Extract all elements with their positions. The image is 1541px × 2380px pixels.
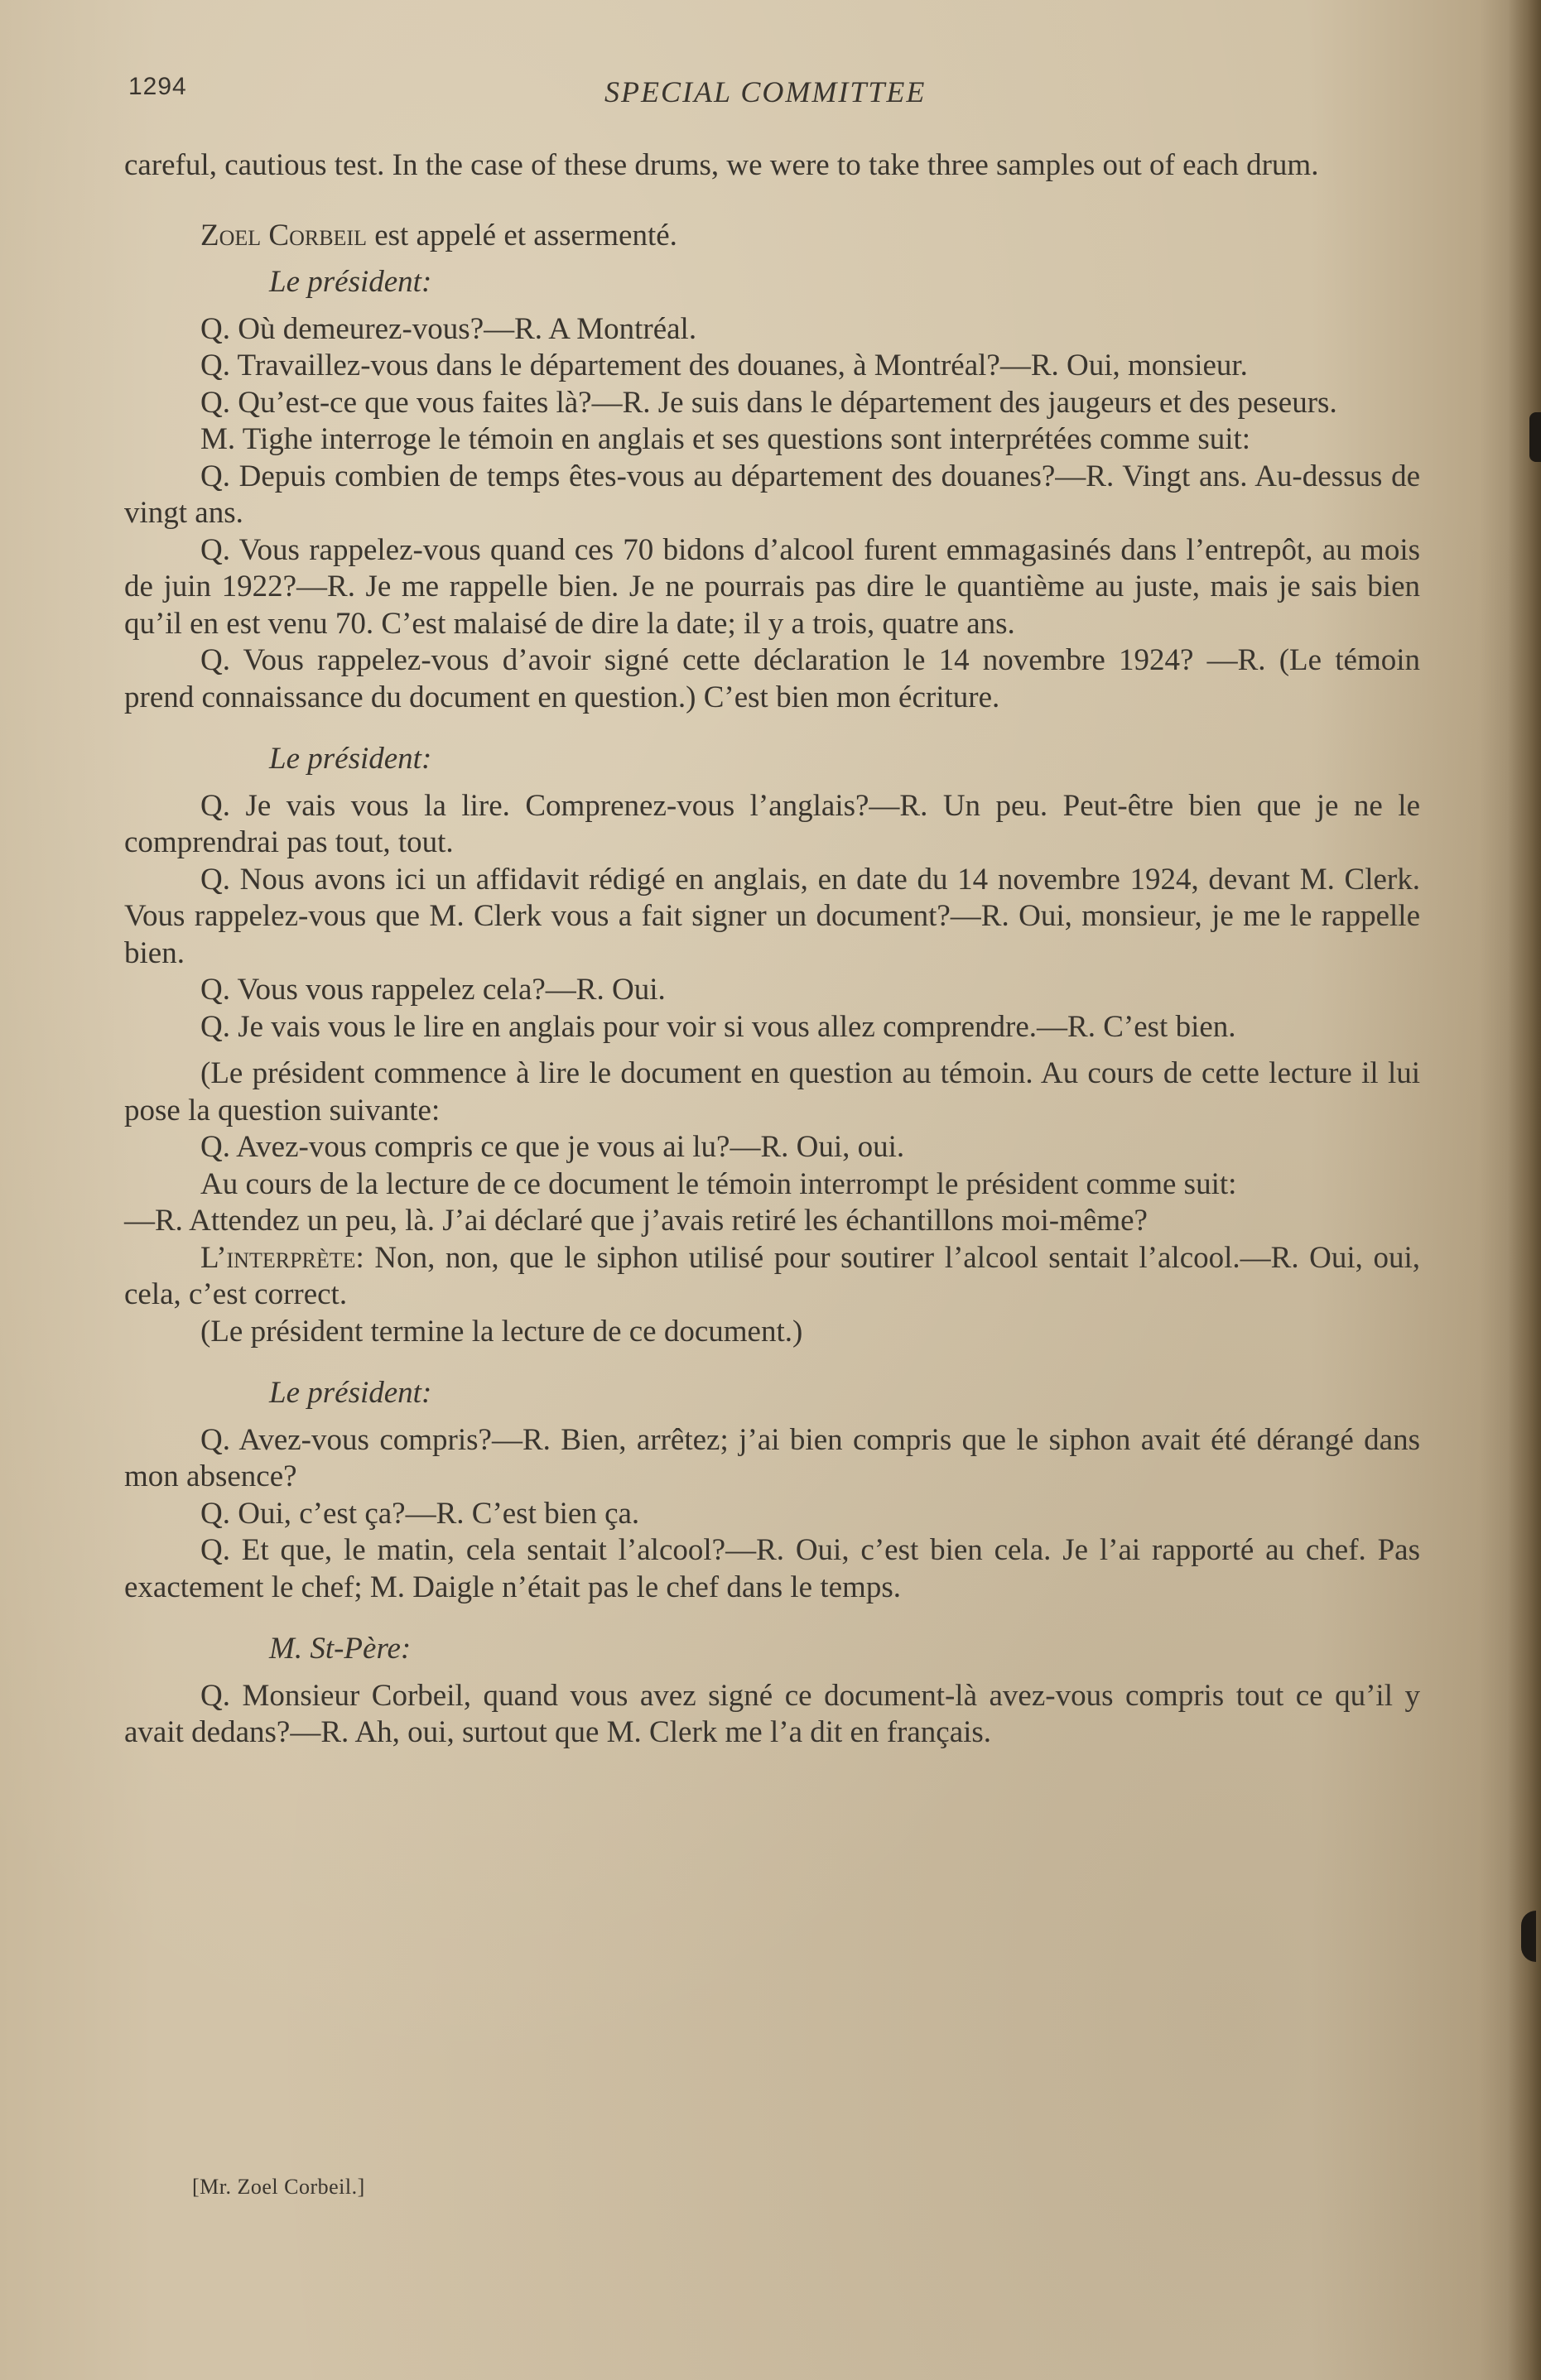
witness-reference: [Mr. Zoel Corbeil.] [192, 2175, 365, 2199]
interpreter-line: L’interprète: Non, non, que le siphon utilisé pour soutirer l’alcool sentait l’alcool.—R. Oui, oui, cela, c’est correct. [124, 1240, 1420, 1311]
narration: M. Tighe interroge le témoin en anglais et ses questions sont interprétées comme suit: [200, 422, 1251, 456]
question-answer: Q. Où demeurez-vous?—R. A Montréal. [200, 311, 697, 346]
witness-name: Zoel Corbeil [200, 218, 367, 252]
speaker-heading: Le président: [269, 1376, 432, 1410]
running-head: SPECIAL COMMITTEE [604, 75, 927, 108]
interpreter-label: L’interprète [200, 1240, 356, 1275]
question-answer: Q. Nous avons ici un affidavit rédigé en anglais, en date du 14 novembre 1924, devant M. Clerk. Vous rappelez-vous que M. Clerk vous a fait signer un document?—R. Oui, monsieur, je me le rappelle bien. [124, 862, 1420, 970]
speaker-heading: Le président: [269, 742, 432, 776]
paragraph: careful, cautious test. In the case of these drums, we were to take three samples out of each drum. [124, 148, 1319, 182]
question-answer: Q. Depuis combien de temps êtes-vous au département des douanes?—R. Vingt ans. Au-dessus de vingt ans. [124, 459, 1420, 530]
page-body [124, 147, 1420, 1752]
question-answer: —R. Attendez un peu, là. J’ai déclaré que j’avais retiré les échantillons moi-même? [124, 1204, 1148, 1238]
swearing-in-line: Zoel Corbeil est appelé et assermenté. [200, 218, 677, 252]
question-answer: Q. Vous rappelez-vous quand ces 70 bidons d’alcool furent emmagasinés dans l’entrepôt, au mois de juin 1922?—R. Je me rappelle bien. Je ne pourrais pas dire le quantième au juste, mais je sais bien qu’il en est venu 70. C’est malaisé de dire la date; il y a trois, quatre ans. [124, 532, 1420, 641]
question-answer: Q. Avez-vous compris ce que je vous ai lu?—R. Oui, oui. [200, 1130, 905, 1164]
margin-thumb-mark [1521, 1911, 1536, 1962]
question-answer: Q. Travaillez-vous dans le département des douanes, à Montréal?—R. Oui, monsieur. [200, 349, 1248, 382]
question-answer: Q. Qu’est-ce que vous faites là?—R. Je suis dans le département des jaugeurs et des peseurs. [200, 385, 1337, 420]
page-header [128, 73, 1420, 114]
speaker-heading: Le président: [269, 265, 432, 299]
question-answer: Q. Vous rappelez-vous d’avoir signé cette déclaration le 14 novembre 1924? —R. (Le témoin prend connaissance du document en question.) C’est bien mon écriture. [124, 643, 1420, 714]
narration: (Le président commence à lire le document en question au témoin. Au cours de cette lecture il lui pose la question suivante: [124, 1056, 1420, 1127]
question-answer: Q. Je vais vous le lire en anglais pour voir si vous allez comprendre.—R. C’est bien. [200, 1009, 1236, 1044]
question-answer: Q. Monsieur Corbeil, quand vous avez signé ce document-là avez-vous compris tout ce qu’il y avait dedans?—R. Ah, oui, surtout que M. Clerk me l’a dit en français. [124, 1678, 1420, 1749]
margin-thumb-mark [1529, 412, 1541, 462]
narration: Au cours de la lecture de ce document le témoin interrompt le président comme suit: [200, 1166, 1237, 1201]
question-answer: Q. Je vais vous la lire. Comprenez-vous l’anglais?—R. Un peu. Peut-être bien que je ne le comprendrai pas tout, tout. [124, 788, 1420, 859]
question-answer: Q. Avez-vous compris?—R. Bien, arrêtez; j’ai bien compris que le siphon avait été dérangé dans mon absence? [124, 1422, 1420, 1493]
page-number: 1294 [128, 73, 187, 100]
question-answer: Q. Et que, le matin, cela sentait l’alcool?—R. Oui, c’est bien cela. Je l’ai rapporté au chef. Pas exactement le chef; M. Daigle n’était pas le chef dans le temps. [124, 1533, 1420, 1604]
narration: (Le président termine la lecture de ce document.) [200, 1314, 803, 1349]
speaker-heading: M. St-Père: [269, 1632, 412, 1666]
question-answer: Q. Oui, c’est ça?—R. C’est bien ça. [200, 1496, 640, 1531]
page-edge-shadow [1508, 0, 1541, 2380]
question-answer: Q. Vous vous rappelez cela?—R. Oui. [200, 973, 666, 1007]
